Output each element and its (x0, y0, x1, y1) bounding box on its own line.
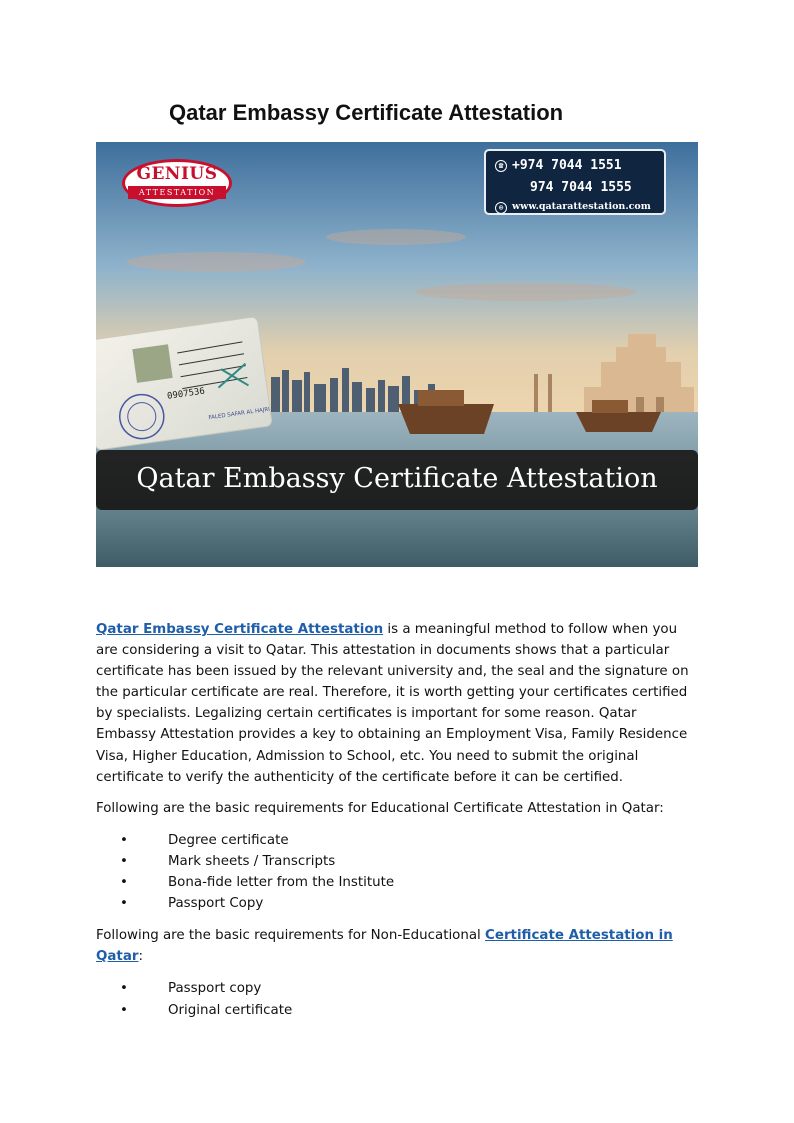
genius-attestation-logo (122, 159, 232, 207)
list-item: • Passport copy (96, 978, 696, 999)
certificate-attestation-qatar-link[interactable]: Certificate Attestation in Qatar (96, 928, 673, 965)
phone-icon: ☎ (495, 160, 507, 172)
hero-banner-text: Qatar Embassy Certificate Attestation (136, 463, 658, 494)
non-educational-heading-suffix: : (138, 949, 143, 965)
intro-paragraph (96, 619, 696, 788)
qatar-embassy-attestation-link[interactable]: Qatar Embassy Certificate Attestation (96, 622, 384, 637)
page-title: Qatar Embassy Certificate Attestation (169, 100, 564, 125)
list-item: • Bona-fide letter from the Institute (96, 872, 696, 893)
contact-phone-1: +974 7044 1551 (512, 158, 622, 173)
intro-text: is a meaningful method to follow when you are considering a visit to Qatar. This attestation in documents shows that a particular certificate has been issued by the relevant university and, the seal and the signature on the particular certificate are real. Therefore, it is worth getting your certificates certified by specialists. Legalizing certain certificates is important for some reason. Qatar Embassy Attestation provides a key to obtaining an Employment Visa, Family Residence Visa, Higher Education, Admission to School, etc. You need to submit the original certificate to verify the authenticity of the certificate before it can be certified. (96, 622, 689, 785)
list-item: • Original certificate (96, 1000, 696, 1021)
list-item: • Degree certificate (96, 830, 696, 851)
educational-requirements-heading: Following are the basic requirements for Educational Certificate Attestation in Qatar: (96, 800, 664, 816)
logo-sub-text: ATTESTATION (128, 186, 226, 199)
contact-box (484, 149, 666, 215)
non-educational-heading-prefix: Following are the basic requirements for Non-Educational (96, 928, 486, 944)
list-item: • Passport Copy (96, 893, 696, 914)
document-body (96, 619, 696, 1032)
globe-icon: ⊕ (495, 202, 507, 214)
stamp-number: 0907536 (166, 386, 206, 402)
stamp-signature: FALED SAFAR AL HAJRI (208, 406, 271, 422)
non-educational-requirements-list (96, 978, 696, 1020)
logo-brand-text: GENIUS (136, 164, 218, 184)
list-item: • Mark sheets / Transcripts (96, 851, 696, 872)
educational-requirements-list (96, 830, 696, 914)
hero-image (96, 142, 698, 567)
contact-website: www.qatarattestation.com (512, 201, 651, 212)
non-educational-requirements-heading (96, 925, 696, 967)
contact-phone-2: 974 7044 1555 (530, 180, 632, 195)
hero-banner (96, 450, 698, 510)
